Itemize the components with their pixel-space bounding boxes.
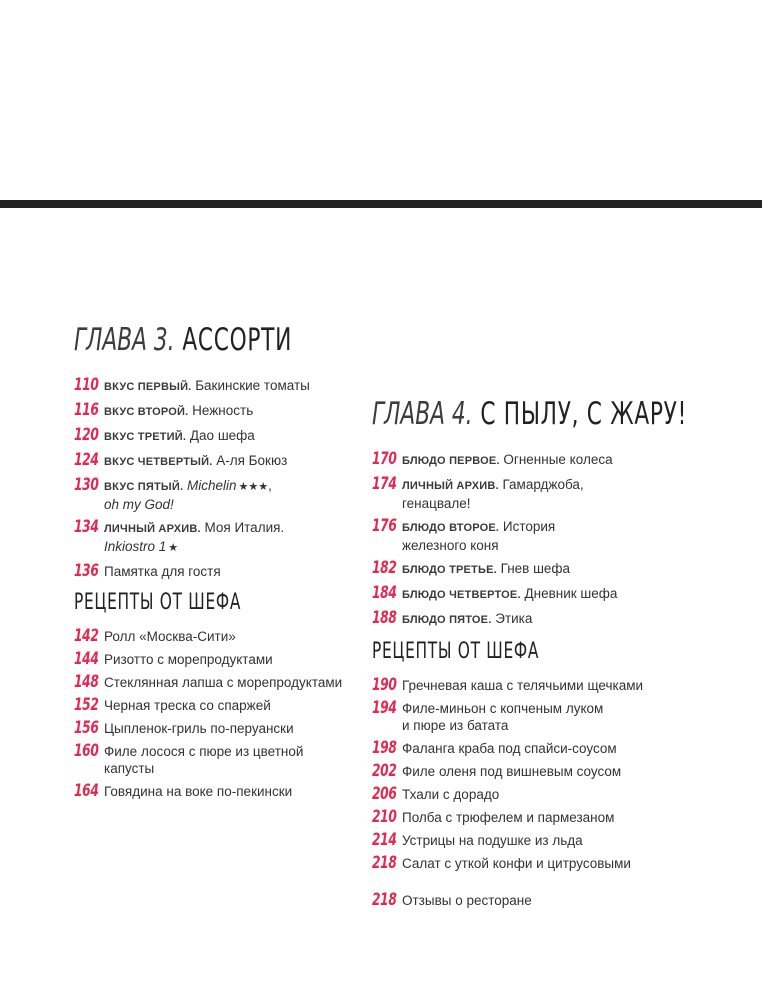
toc-entry[interactable] — [372, 610, 757, 629]
recipe-title: Черная треска со спаржей — [104, 698, 271, 713]
entry-heading: ВКУС ПЯТЫЙ. — [104, 481, 184, 493]
toc-entry[interactable] — [372, 560, 757, 579]
recipe-title: Полба с трюфелем и пармезаном — [402, 810, 615, 825]
entry-title: Нежность — [188, 403, 254, 418]
toc-entry[interactable] — [74, 477, 354, 513]
recipe-title: Гречневая каша с телячьими щечками — [402, 678, 644, 693]
entry-title-italic: Michelin — [183, 478, 237, 493]
chapter-4-column — [372, 396, 757, 915]
entry-title: Бакинские томаты — [191, 378, 310, 393]
entry-title: История — [499, 519, 556, 534]
entry-heading: БЛЮДО ТРЕТЬЕ. — [402, 564, 497, 576]
recipe-title: Устрицы на подушке из льда — [402, 833, 583, 848]
recipe-entry[interactable] — [74, 651, 354, 668]
entry-heading: ВКУС ТРЕТИЙ. — [104, 431, 187, 443]
toc-entry[interactable] — [372, 518, 757, 554]
entry-title: А-ля Бокюз — [212, 453, 288, 468]
entry-title: Дао шефа — [186, 428, 255, 443]
page-number: 164 — [74, 781, 99, 801]
recipe-entry[interactable] — [372, 763, 757, 780]
toc-entry-reviews[interactable] — [372, 892, 757, 909]
entry-title: Гамарджоба, — [498, 477, 584, 492]
page-number: 152 — [74, 695, 99, 715]
recipe-entry[interactable] — [372, 809, 757, 826]
entry-title: Этика — [491, 611, 533, 626]
page-number: 218 — [372, 890, 397, 910]
recipe-title: Цыпленок-гриль по-перуански — [104, 721, 294, 736]
entry-title-line2: генацвале! — [402, 496, 471, 511]
recipe-entry[interactable] — [74, 628, 354, 645]
recipe-entry[interactable] — [372, 677, 757, 694]
page-number: 174 — [372, 474, 397, 494]
recipe-title-line2: капусты — [104, 761, 155, 776]
entry-title: Гнев шефа — [496, 561, 571, 576]
toc-entry[interactable] — [74, 519, 354, 557]
entry-heading: ЛИЧНЫЙ АРХИВ. — [104, 523, 201, 535]
recipe-title: Филе оленя под вишневым соусом — [402, 764, 622, 779]
entry-heading: БЛЮДО ПЯТОЕ. — [402, 614, 492, 626]
chapter-3-title — [74, 322, 293, 363]
toc-entry[interactable] — [74, 377, 354, 396]
page-number: 198 — [372, 738, 397, 758]
chapter-4-title — [372, 396, 687, 437]
toc-entry[interactable] — [74, 427, 354, 446]
entry-title-line2: Inkiostro 1 — [104, 539, 167, 554]
page-number: 214 — [372, 830, 397, 850]
michelin-stars: ★★★ — [238, 481, 269, 493]
recipe-entry[interactable] — [372, 786, 757, 803]
spacer — [372, 878, 757, 892]
entry-heading: БЛЮДО ПЕРВОЕ. — [402, 455, 500, 467]
page-number: 206 — [372, 784, 397, 804]
entry-title-punct: , — [268, 478, 272, 493]
entry-title: Огненные колеса — [499, 452, 613, 467]
michelin-star: ★ — [168, 542, 179, 554]
toc-entry[interactable] — [74, 402, 354, 421]
entry-title: Памятка для гостя — [104, 564, 221, 579]
recipe-title: Салат с уткой конфи и цитрусовыми — [402, 856, 631, 871]
chapter-3-label: ГЛАВА 3. — [74, 322, 175, 358]
page-number: 176 — [372, 516, 397, 536]
recipe-entry[interactable] — [372, 832, 757, 849]
entry-title: Моя Италия. — [200, 520, 285, 535]
recipes-section-title: РЕЦЕПТЫ ОТ ШЕФА — [74, 590, 242, 615]
entry-title-line2: oh my God! — [104, 497, 174, 512]
page-number: 184 — [372, 583, 397, 603]
entry-title-line2: железного коня — [402, 538, 499, 553]
entry-title: Дневник шефа — [520, 586, 618, 601]
recipe-title-line2: и пюре из батата — [402, 718, 509, 733]
page-number: 182 — [372, 558, 397, 578]
entry-heading: БЛЮДО ЧЕТВЕРТОЕ. — [402, 589, 521, 601]
page-number: 134 — [74, 517, 99, 537]
page-number: 142 — [74, 626, 99, 646]
page-number: 144 — [74, 649, 99, 669]
toc-entry[interactable] — [74, 563, 354, 580]
recipe-title: Филе-миньон с копченым луком — [402, 701, 604, 716]
page-number: 194 — [372, 698, 397, 718]
chapter-4-label: ГЛАВА 4. — [372, 396, 473, 432]
recipe-title: Говядина на воке по-пекински — [104, 784, 293, 799]
chapter-3-column — [74, 322, 354, 806]
page-number: 202 — [372, 761, 397, 781]
page-number: 110 — [74, 375, 99, 395]
recipes-section-title: РЕЦЕПТЫ ОТ ШЕФА — [372, 639, 540, 664]
page-number: 130 — [74, 475, 99, 495]
page-number: 218 — [372, 853, 397, 873]
recipe-title: Ризотто с морепродуктами — [104, 652, 273, 667]
recipe-entry[interactable] — [74, 674, 354, 691]
page-number: 136 — [74, 561, 99, 581]
page-number: 160 — [74, 741, 99, 761]
recipe-entry[interactable] — [74, 783, 354, 800]
top-divider-bar — [0, 200, 762, 208]
recipe-title: Тхали с дорадо — [402, 787, 500, 802]
entry-heading: БЛЮДО ВТОРОЕ. — [402, 522, 500, 534]
recipe-entry[interactable] — [372, 740, 757, 757]
toc-entry[interactable] — [74, 452, 354, 471]
recipe-title: Стеклянная лапша с морепродуктами — [104, 675, 343, 690]
recipe-entry[interactable] — [74, 743, 354, 777]
entry-heading: ВКУС ПЕРВЫЙ. — [104, 381, 192, 393]
page-number: 156 — [74, 718, 99, 738]
recipe-title: Ролл «Москва-Сити» — [104, 629, 236, 644]
entry-heading: ВКУС ВТОРОЙ. — [104, 406, 189, 418]
page-number: 120 — [74, 425, 99, 445]
entry-title: Отзывы о ресторане — [402, 893, 532, 908]
page-number: 116 — [74, 400, 99, 420]
toc-entry[interactable] — [372, 451, 757, 470]
toc-entry[interactable] — [372, 476, 757, 512]
page-number: 124 — [74, 450, 99, 470]
page-number: 170 — [372, 449, 397, 469]
recipe-title: Фаланга краба под спайси-соусом — [402, 741, 617, 756]
chapter-4-name: С ПЫЛУ, С ЖАРУ! — [480, 396, 687, 432]
page-number: 210 — [372, 807, 397, 827]
page-number: 148 — [74, 672, 99, 692]
page-number: 188 — [372, 608, 397, 628]
entry-heading: ЛИЧНЫЙ АРХИВ. — [402, 480, 499, 492]
chapter-3-name: АССОРТИ — [182, 322, 293, 358]
recipe-title: Филе лосося с пюре из цветной — [104, 744, 304, 759]
recipe-entry[interactable] — [372, 700, 757, 734]
toc-entry[interactable] — [372, 585, 757, 604]
page-number: 190 — [372, 675, 397, 695]
recipe-entry[interactable] — [74, 720, 354, 737]
recipe-entry[interactable] — [372, 855, 757, 872]
entry-heading: ВКУС ЧЕТВЕРТЫЙ. — [104, 456, 213, 468]
recipe-entry[interactable] — [74, 697, 354, 714]
